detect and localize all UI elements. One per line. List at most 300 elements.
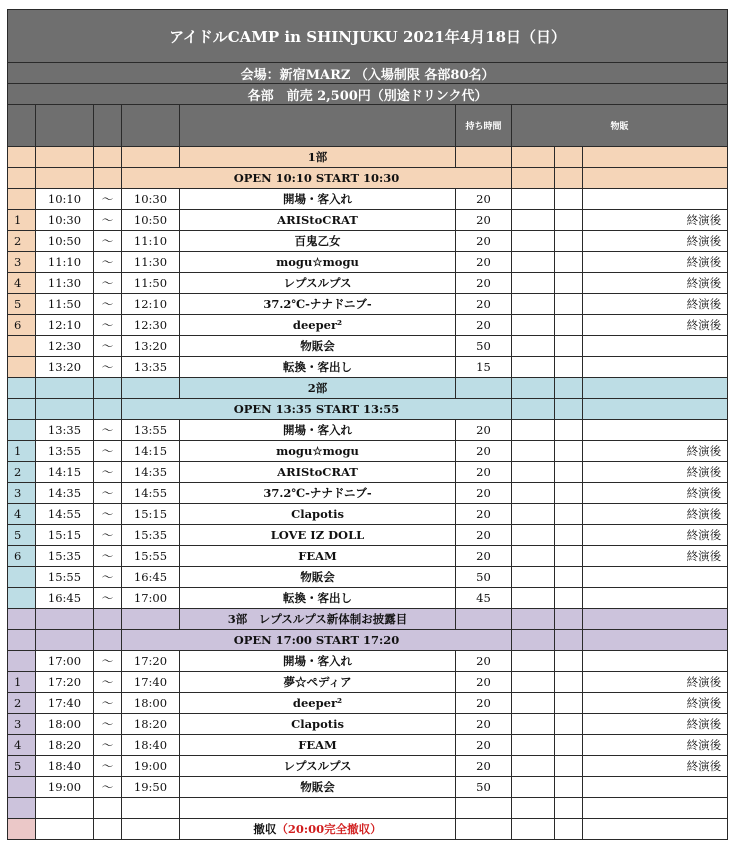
- order-number[interactable]: [8, 189, 36, 210]
- duration[interactable]: 20: [456, 546, 512, 567]
- merch-timing[interactable]: 終演後: [583, 252, 728, 273]
- merch-timing[interactable]: 終演後: [583, 462, 728, 483]
- merch-timing[interactable]: 終演後: [583, 441, 728, 462]
- merch-timing[interactable]: 終演後: [583, 231, 728, 252]
- merch-cell[interactable]: [555, 756, 583, 777]
- duration[interactable]: 20: [456, 441, 512, 462]
- order-number[interactable]: 3: [8, 252, 36, 273]
- duration[interactable]: 50: [456, 777, 512, 798]
- section-cell[interactable]: [583, 630, 728, 651]
- merch-cell[interactable]: [555, 273, 583, 294]
- duration[interactable]: 20: [456, 252, 512, 273]
- teardown-cell[interactable]: [180, 819, 456, 840]
- section-cell[interactable]: [36, 147, 94, 168]
- tilde-separator[interactable]: 〜: [94, 420, 122, 441]
- merch-cell[interactable]: [555, 588, 583, 609]
- section-cell[interactable]: [583, 399, 728, 420]
- start-time[interactable]: 17:40: [36, 693, 94, 714]
- start-time[interactable]: 17:20: [36, 672, 94, 693]
- end-time[interactable]: 13:20: [122, 336, 180, 357]
- section-cell[interactable]: [8, 630, 36, 651]
- start-time[interactable]: 18:40: [36, 756, 94, 777]
- start-time[interactable]: 16:45: [36, 588, 94, 609]
- act-name[interactable]: 開場・客入れ: [180, 651, 456, 672]
- order-number[interactable]: 4: [8, 273, 36, 294]
- merch-cell[interactable]: [512, 315, 555, 336]
- end-time[interactable]: 11:30: [122, 252, 180, 273]
- merch-cell[interactable]: [555, 693, 583, 714]
- merch-cell[interactable]: [555, 651, 583, 672]
- end-time[interactable]: 16:45: [122, 567, 180, 588]
- act-name[interactable]: 物販会: [180, 567, 456, 588]
- merch-cell[interactable]: [512, 231, 555, 252]
- start-time[interactable]: 13:55: [36, 441, 94, 462]
- header-cell[interactable]: [122, 105, 180, 147]
- open-start-time[interactable]: OPEN 13:35 START 13:55: [122, 399, 512, 420]
- merch-timing[interactable]: 終演後: [583, 525, 728, 546]
- order-number[interactable]: 3: [8, 714, 36, 735]
- empty-cell[interactable]: [122, 819, 180, 840]
- section-cell[interactable]: [555, 147, 583, 168]
- start-time[interactable]: 14:15: [36, 462, 94, 483]
- act-name[interactable]: mogu☆mogu: [180, 441, 456, 462]
- end-time[interactable]: 14:35: [122, 462, 180, 483]
- act-name[interactable]: LOVE IZ DOLL: [180, 525, 456, 546]
- duration[interactable]: 20: [456, 210, 512, 231]
- section-cell[interactable]: [583, 378, 728, 399]
- merch-cell[interactable]: [555, 252, 583, 273]
- merch-cell[interactable]: [512, 210, 555, 231]
- act-name[interactable]: 開場・客入れ: [180, 420, 456, 441]
- end-time[interactable]: 11:10: [122, 231, 180, 252]
- empty-cell[interactable]: [456, 819, 512, 840]
- section-cell[interactable]: [94, 609, 122, 630]
- order-number[interactable]: [8, 651, 36, 672]
- tilde-separator[interactable]: 〜: [94, 777, 122, 798]
- order-number[interactable]: 3: [8, 483, 36, 504]
- section-cell[interactable]: [8, 609, 36, 630]
- merch-cell[interactable]: [512, 693, 555, 714]
- end-time[interactable]: 17:00: [122, 588, 180, 609]
- section-title[interactable]: 2部: [180, 378, 456, 399]
- empty-cell[interactable]: [583, 798, 728, 819]
- section-cell[interactable]: [36, 609, 94, 630]
- end-time[interactable]: 12:10: [122, 294, 180, 315]
- section-cell[interactable]: [555, 609, 583, 630]
- header-cell[interactable]: [180, 105, 456, 147]
- price-info[interactable]: 各部 前売 2,500円（別途ドリンク代）: [8, 84, 728, 105]
- tilde-separator[interactable]: 〜: [94, 189, 122, 210]
- order-number[interactable]: 4: [8, 504, 36, 525]
- tilde-separator[interactable]: 〜: [94, 567, 122, 588]
- merch-cell[interactable]: [512, 420, 555, 441]
- tilde-separator[interactable]: 〜: [94, 441, 122, 462]
- end-time[interactable]: 15:35: [122, 525, 180, 546]
- start-time[interactable]: 11:10: [36, 252, 94, 273]
- empty-cell[interactable]: [456, 798, 512, 819]
- start-time[interactable]: 12:30: [36, 336, 94, 357]
- order-number[interactable]: 1: [8, 672, 36, 693]
- tilde-separator[interactable]: 〜: [94, 651, 122, 672]
- end-time[interactable]: 18:00: [122, 693, 180, 714]
- merch-cell[interactable]: [512, 567, 555, 588]
- merch-timing[interactable]: 終演後: [583, 504, 728, 525]
- header-cell[interactable]: [36, 105, 94, 147]
- merch-timing[interactable]: [583, 189, 728, 210]
- act-name[interactable]: ARIStoCRAT: [180, 210, 456, 231]
- duration[interactable]: 20: [456, 483, 512, 504]
- end-time[interactable]: 12:30: [122, 315, 180, 336]
- merch-cell[interactable]: [555, 504, 583, 525]
- event-title[interactable]: アイドルCAMP in SHINJUKU 2021年4月18日（日）: [8, 10, 728, 63]
- merch-cell[interactable]: [555, 546, 583, 567]
- tilde-separator[interactable]: 〜: [94, 504, 122, 525]
- act-name[interactable]: 37.2℃-ナナドニブ-: [180, 294, 456, 315]
- duration[interactable]: 20: [456, 189, 512, 210]
- empty-cell[interactable]: [94, 819, 122, 840]
- empty-cell[interactable]: [512, 819, 555, 840]
- duration-header[interactable]: 持ち時間: [456, 105, 512, 147]
- order-number[interactable]: 6: [8, 315, 36, 336]
- end-time[interactable]: 14:15: [122, 441, 180, 462]
- merch-cell[interactable]: [512, 735, 555, 756]
- section-cell[interactable]: [555, 399, 583, 420]
- order-number[interactable]: [8, 336, 36, 357]
- act-name[interactable]: 物販会: [180, 777, 456, 798]
- merch-timing[interactable]: 終演後: [583, 714, 728, 735]
- merch-cell[interactable]: [512, 462, 555, 483]
- merch-cell[interactable]: [555, 231, 583, 252]
- duration[interactable]: 20: [456, 273, 512, 294]
- section-cell[interactable]: [94, 630, 122, 651]
- merch-timing[interactable]: [583, 651, 728, 672]
- section-cell[interactable]: [555, 378, 583, 399]
- merch-cell[interactable]: [555, 735, 583, 756]
- header-cell[interactable]: [94, 105, 122, 147]
- merch-timing[interactable]: 終演後: [583, 315, 728, 336]
- end-time[interactable]: 19:00: [122, 756, 180, 777]
- section-title[interactable]: 1部: [180, 147, 456, 168]
- empty-cell[interactable]: [512, 798, 555, 819]
- end-time[interactable]: 10:30: [122, 189, 180, 210]
- merch-cell[interactable]: [512, 504, 555, 525]
- start-time[interactable]: 15:35: [36, 546, 94, 567]
- merch-cell[interactable]: [512, 546, 555, 567]
- duration[interactable]: 20: [456, 756, 512, 777]
- act-name[interactable]: FEAM: [180, 735, 456, 756]
- tilde-separator[interactable]: 〜: [94, 546, 122, 567]
- tilde-separator[interactable]: 〜: [94, 588, 122, 609]
- merch-cell[interactable]: [512, 273, 555, 294]
- merch-cell[interactable]: [512, 441, 555, 462]
- act-name[interactable]: 37.2℃-ナナドニブ-: [180, 483, 456, 504]
- empty-cell[interactable]: [36, 819, 94, 840]
- merch-cell[interactable]: [555, 210, 583, 231]
- tilde-separator[interactable]: 〜: [94, 336, 122, 357]
- duration[interactable]: 20: [456, 735, 512, 756]
- duration[interactable]: 20: [456, 294, 512, 315]
- section-cell[interactable]: [122, 609, 180, 630]
- order-number[interactable]: 2: [8, 693, 36, 714]
- start-time[interactable]: 10:10: [36, 189, 94, 210]
- section-cell[interactable]: [512, 168, 555, 189]
- section-cell[interactable]: [94, 399, 122, 420]
- order-number[interactable]: [8, 777, 36, 798]
- section-cell[interactable]: [8, 378, 36, 399]
- merch-timing[interactable]: [583, 336, 728, 357]
- section-cell[interactable]: [94, 378, 122, 399]
- section-cell[interactable]: [512, 399, 555, 420]
- section-cell[interactable]: [36, 630, 94, 651]
- merch-timing[interactable]: [583, 567, 728, 588]
- section-cell[interactable]: [456, 147, 512, 168]
- section-cell[interactable]: [122, 378, 180, 399]
- tilde-separator[interactable]: 〜: [94, 714, 122, 735]
- tilde-separator[interactable]: 〜: [94, 693, 122, 714]
- start-time[interactable]: 13:20: [36, 357, 94, 378]
- end-time[interactable]: 13:55: [122, 420, 180, 441]
- section-cell[interactable]: [512, 630, 555, 651]
- empty-cell[interactable]: [555, 819, 583, 840]
- end-time[interactable]: 10:50: [122, 210, 180, 231]
- merch-timing[interactable]: 終演後: [583, 756, 728, 777]
- act-name[interactable]: mogu☆mogu: [180, 252, 456, 273]
- start-time[interactable]: 10:50: [36, 231, 94, 252]
- act-name[interactable]: レプスルプス: [180, 273, 456, 294]
- start-time[interactable]: 15:55: [36, 567, 94, 588]
- merch-timing[interactable]: 終演後: [583, 693, 728, 714]
- merch-timing[interactable]: 終演後: [583, 483, 728, 504]
- act-name[interactable]: ARIStoCRAT: [180, 462, 456, 483]
- merch-cell[interactable]: [555, 483, 583, 504]
- merch-cell[interactable]: [512, 483, 555, 504]
- end-time[interactable]: 11:50: [122, 273, 180, 294]
- act-name[interactable]: deeper²: [180, 693, 456, 714]
- merch-cell[interactable]: [512, 756, 555, 777]
- merch-timing[interactable]: [583, 777, 728, 798]
- open-start-time[interactable]: OPEN 17:00 START 17:20: [122, 630, 512, 651]
- merch-cell[interactable]: [512, 357, 555, 378]
- section-cell[interactable]: [583, 609, 728, 630]
- empty-cell[interactable]: [122, 798, 180, 819]
- merch-cell[interactable]: [555, 420, 583, 441]
- merch-cell[interactable]: [512, 651, 555, 672]
- merch-cell[interactable]: [512, 189, 555, 210]
- duration[interactable]: 20: [456, 714, 512, 735]
- section-cell[interactable]: [512, 147, 555, 168]
- section-cell[interactable]: [8, 399, 36, 420]
- duration[interactable]: 20: [456, 504, 512, 525]
- tilde-separator[interactable]: 〜: [94, 315, 122, 336]
- duration[interactable]: 15: [456, 357, 512, 378]
- act-name[interactable]: Clapotis: [180, 714, 456, 735]
- tilde-separator[interactable]: 〜: [94, 273, 122, 294]
- section-cell[interactable]: [583, 168, 728, 189]
- start-time[interactable]: 14:55: [36, 504, 94, 525]
- end-time[interactable]: 18:20: [122, 714, 180, 735]
- act-name[interactable]: 物販会: [180, 336, 456, 357]
- merch-cell[interactable]: [512, 294, 555, 315]
- section-cell[interactable]: [36, 168, 94, 189]
- section-cell[interactable]: [8, 168, 36, 189]
- act-name[interactable]: deeper²: [180, 315, 456, 336]
- act-name[interactable]: 夢☆ペディア: [180, 672, 456, 693]
- merch-cell[interactable]: [555, 672, 583, 693]
- act-name[interactable]: Clapotis: [180, 504, 456, 525]
- order-number[interactable]: 5: [8, 525, 36, 546]
- order-number[interactable]: 1: [8, 441, 36, 462]
- empty-cell[interactable]: [8, 798, 36, 819]
- merch-cell[interactable]: [555, 357, 583, 378]
- end-time[interactable]: 14:55: [122, 483, 180, 504]
- section-cell[interactable]: [555, 168, 583, 189]
- start-time[interactable]: 17:00: [36, 651, 94, 672]
- tilde-separator[interactable]: 〜: [94, 462, 122, 483]
- section-cell[interactable]: [583, 147, 728, 168]
- merch-timing[interactable]: 終演後: [583, 546, 728, 567]
- section-cell[interactable]: [456, 378, 512, 399]
- order-number[interactable]: [8, 567, 36, 588]
- duration[interactable]: 20: [456, 651, 512, 672]
- tilde-separator[interactable]: 〜: [94, 735, 122, 756]
- tilde-separator[interactable]: 〜: [94, 525, 122, 546]
- section-title[interactable]: 3部 レプスルプス新体制お披露目: [180, 609, 456, 630]
- merch-cell[interactable]: [512, 588, 555, 609]
- merch-header[interactable]: 物販: [512, 105, 728, 147]
- start-time[interactable]: 15:15: [36, 525, 94, 546]
- section-cell[interactable]: [122, 147, 180, 168]
- act-name[interactable]: FEAM: [180, 546, 456, 567]
- empty-cell[interactable]: [555, 798, 583, 819]
- merch-cell[interactable]: [555, 777, 583, 798]
- empty-cell[interactable]: [583, 819, 728, 840]
- section-cell[interactable]: [8, 147, 36, 168]
- merch-timing[interactable]: [583, 588, 728, 609]
- act-name[interactable]: 転換・客出し: [180, 357, 456, 378]
- empty-cell[interactable]: [36, 798, 94, 819]
- merch-cell[interactable]: [512, 336, 555, 357]
- start-time[interactable]: 11:30: [36, 273, 94, 294]
- empty-cell[interactable]: [180, 798, 456, 819]
- order-number[interactable]: 5: [8, 756, 36, 777]
- act-name[interactable]: 百鬼乙女: [180, 231, 456, 252]
- act-name[interactable]: 転換・客出し: [180, 588, 456, 609]
- tilde-separator[interactable]: 〜: [94, 231, 122, 252]
- start-time[interactable]: 12:10: [36, 315, 94, 336]
- order-number[interactable]: 5: [8, 294, 36, 315]
- order-number[interactable]: [8, 588, 36, 609]
- merch-cell[interactable]: [555, 441, 583, 462]
- order-number[interactable]: 2: [8, 462, 36, 483]
- end-time[interactable]: 15:55: [122, 546, 180, 567]
- duration[interactable]: 20: [456, 525, 512, 546]
- start-time[interactable]: 11:50: [36, 294, 94, 315]
- merch-timing[interactable]: 終演後: [583, 210, 728, 231]
- merch-cell[interactable]: [555, 525, 583, 546]
- order-number[interactable]: 1: [8, 210, 36, 231]
- section-cell[interactable]: [94, 168, 122, 189]
- start-time[interactable]: 19:00: [36, 777, 94, 798]
- section-cell[interactable]: [512, 609, 555, 630]
- venue-info[interactable]: 会場：新宿MARZ （入場制限 各部80名）: [8, 63, 728, 84]
- merch-cell[interactable]: [555, 336, 583, 357]
- tilde-separator[interactable]: 〜: [94, 294, 122, 315]
- merch-timing[interactable]: 終演後: [583, 735, 728, 756]
- open-start-time[interactable]: OPEN 10:10 START 10:30: [122, 168, 512, 189]
- merch-timing[interactable]: 終演後: [583, 672, 728, 693]
- end-time[interactable]: 19:50: [122, 777, 180, 798]
- end-time[interactable]: 15:15: [122, 504, 180, 525]
- tilde-separator[interactable]: 〜: [94, 210, 122, 231]
- section-cell[interactable]: [512, 378, 555, 399]
- merch-cell[interactable]: [512, 672, 555, 693]
- duration[interactable]: 45: [456, 588, 512, 609]
- end-time[interactable]: 13:35: [122, 357, 180, 378]
- duration[interactable]: 20: [456, 693, 512, 714]
- merch-timing[interactable]: [583, 420, 728, 441]
- empty-cell[interactable]: [94, 798, 122, 819]
- duration[interactable]: 20: [456, 315, 512, 336]
- duration[interactable]: 20: [456, 672, 512, 693]
- merch-cell[interactable]: [555, 567, 583, 588]
- merch-cell[interactable]: [555, 714, 583, 735]
- merch-cell[interactable]: [555, 189, 583, 210]
- start-time[interactable]: 18:20: [36, 735, 94, 756]
- section-cell[interactable]: [36, 378, 94, 399]
- duration[interactable]: 20: [456, 231, 512, 252]
- header-cell[interactable]: [8, 105, 36, 147]
- end-time[interactable]: 17:20: [122, 651, 180, 672]
- duration[interactable]: 50: [456, 336, 512, 357]
- merch-timing[interactable]: 終演後: [583, 273, 728, 294]
- merch-timing[interactable]: [583, 357, 728, 378]
- section-cell[interactable]: [36, 399, 94, 420]
- end-time[interactable]: 18:40: [122, 735, 180, 756]
- section-cell[interactable]: [555, 630, 583, 651]
- tilde-separator[interactable]: 〜: [94, 756, 122, 777]
- merch-cell[interactable]: [555, 462, 583, 483]
- merch-cell[interactable]: [512, 777, 555, 798]
- order-number[interactable]: [8, 357, 36, 378]
- tilde-separator[interactable]: 〜: [94, 672, 122, 693]
- start-time[interactable]: 10:30: [36, 210, 94, 231]
- tilde-separator[interactable]: 〜: [94, 483, 122, 504]
- end-time[interactable]: 17:40: [122, 672, 180, 693]
- order-number[interactable]: 2: [8, 231, 36, 252]
- duration[interactable]: 20: [456, 420, 512, 441]
- tilde-separator[interactable]: 〜: [94, 357, 122, 378]
- merch-cell[interactable]: [512, 525, 555, 546]
- order-number[interactable]: 4: [8, 735, 36, 756]
- merch-timing[interactable]: 終演後: [583, 294, 728, 315]
- tilde-separator[interactable]: 〜: [94, 252, 122, 273]
- duration[interactable]: 50: [456, 567, 512, 588]
- start-time[interactable]: 18:00: [36, 714, 94, 735]
- act-name[interactable]: レプスルプス: [180, 756, 456, 777]
- empty-cell[interactable]: [8, 819, 36, 840]
- duration[interactable]: 20: [456, 462, 512, 483]
- start-time[interactable]: 13:35: [36, 420, 94, 441]
- merch-cell[interactable]: [512, 252, 555, 273]
- order-number[interactable]: 6: [8, 546, 36, 567]
- merch-cell[interactable]: [555, 294, 583, 315]
- merch-cell[interactable]: [555, 315, 583, 336]
- order-number[interactable]: [8, 420, 36, 441]
- start-time[interactable]: 14:35: [36, 483, 94, 504]
- merch-cell[interactable]: [512, 714, 555, 735]
- section-cell[interactable]: [94, 147, 122, 168]
- act-name[interactable]: 開場・客入れ: [180, 189, 456, 210]
